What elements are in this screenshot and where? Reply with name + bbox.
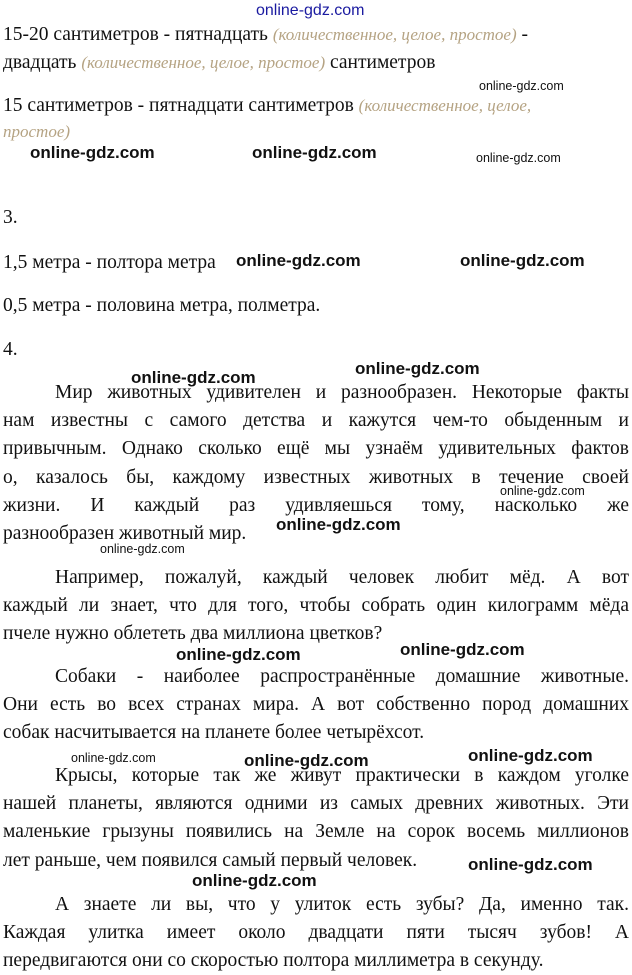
section-number: 3. bbox=[3, 207, 18, 228]
text-line: двадцать (количественное, целое, простое) сантиметров bbox=[3, 52, 436, 73]
text-line: 15-20 сантиметров - пятнадцать (количественное, целое, простое) - bbox=[3, 24, 529, 45]
watermark: online-gdz.com bbox=[176, 645, 301, 664]
text-line: собак насчитывается на планете более четырёхсот. bbox=[3, 722, 425, 743]
text-line: А знаете ли вы, что у улиток есть зубы? Да, именно так. bbox=[55, 894, 629, 915]
text-line: Мир животных удивителен и разнообразен. Некоторые факты bbox=[55, 382, 629, 403]
text-line: пчеле нужно облететь два миллиона цветков? bbox=[3, 623, 383, 644]
text-line: Каждая улитка имеет около двадцати пяти тысяч зубов! А bbox=[3, 922, 629, 943]
watermark: online-gdz.com bbox=[100, 542, 185, 556]
text-line: 1,5 метра - полтора метра bbox=[3, 252, 216, 273]
watermark: online-gdz.com bbox=[500, 484, 585, 498]
text-line: нашей планеты, являются одними из самых древних животных. Эти bbox=[3, 793, 629, 814]
watermark: online-gdz.com bbox=[244, 751, 369, 770]
text-line: Крысы, которые так же живут практически в каждом уголке bbox=[55, 765, 629, 786]
watermark: online-gdz.com bbox=[192, 871, 317, 890]
text-line: 15 сантиметров - пятнадцати сантиметров (количественное, целое, bbox=[3, 95, 532, 116]
grammar-note: (количественное, целое, простое) bbox=[272, 25, 517, 44]
grammar-note: простое) bbox=[3, 122, 71, 141]
watermark: online-gdz.com bbox=[476, 151, 561, 165]
text-line: Собаки - наиболее распространённые домашние животные. bbox=[55, 666, 629, 687]
text-line: каждый ли знает, что для того, чтобы собрать один килограмм мёда bbox=[3, 595, 629, 616]
watermark: online-gdz.com bbox=[71, 751, 156, 765]
section-number: 4. bbox=[3, 339, 18, 360]
grammar-note: (количественное, целое, простое) bbox=[81, 53, 326, 72]
watermark: online-gdz.com bbox=[479, 79, 564, 93]
text-line bbox=[3, 120, 629, 144]
watermark: online-gdz.com bbox=[131, 368, 256, 387]
text-line: Они есть во всех странах мира. А вот собственно пород домашних bbox=[3, 694, 629, 715]
text-line: Например, пожалуй, каждый человек любит мёд. А вот bbox=[55, 567, 629, 588]
header-watermark: online-gdz.com bbox=[256, 2, 365, 19]
text-line: маленькие грызуны появились на Земле на сорок восемь миллионов bbox=[3, 821, 629, 842]
text-line: о, казалось бы, каждому известных животных в течение своей bbox=[3, 467, 629, 488]
text-line: 0,5 метра - половина метра, полметра. bbox=[3, 295, 321, 316]
watermark: online-gdz.com bbox=[400, 640, 525, 659]
grammar-note: (количественное, целое, bbox=[358, 96, 532, 115]
watermark: online-gdz.com bbox=[468, 855, 593, 874]
text-line: жизни. И каждый раз удивляешься тому, насколько же bbox=[3, 495, 629, 516]
watermark: online-gdz.com bbox=[30, 143, 155, 162]
watermark: online-gdz.com bbox=[460, 251, 585, 270]
text-line: разнообразен животный мир. bbox=[3, 523, 247, 544]
watermark: online-gdz.com bbox=[468, 746, 593, 765]
text-line: лет раньше, чем появился самый первый человек. bbox=[3, 850, 418, 871]
watermark: online-gdz.com bbox=[355, 359, 480, 378]
watermark: online-gdz.com bbox=[236, 251, 361, 270]
watermark: online-gdz.com bbox=[252, 143, 377, 162]
text-line: передвигаются они со скоростью полтора миллиметра в секунду. bbox=[3, 950, 544, 971]
text-line: нам известны с самого детства и кажутся чем-то обыденным и bbox=[3, 410, 629, 431]
watermark: online-gdz.com bbox=[276, 515, 401, 534]
text-line: привычным. Однако сколько ещё мы узнаём удивительных фактов bbox=[3, 438, 629, 459]
